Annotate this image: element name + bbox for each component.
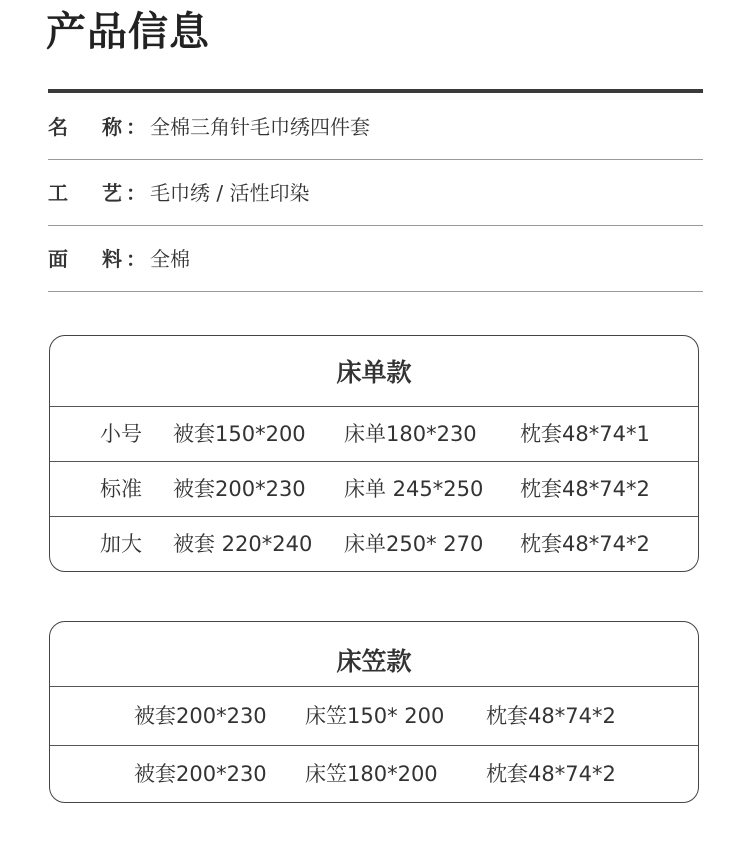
info-colon: ： (126, 181, 146, 205)
size-cell: 标准 (100, 477, 142, 501)
info-row-fabric (48, 226, 703, 292)
page-title: 产品信息 (46, 9, 210, 55)
table-row (50, 687, 698, 745)
info-value: 毛巾绣 / 活性印染 (150, 181, 310, 205)
info-colon: ： (126, 247, 146, 271)
sheet-cell: 床单250* 270 (344, 532, 484, 556)
duvet-cell: 被套 220*240 (173, 532, 313, 556)
info-row-name (48, 94, 703, 160)
info-key-char: 料 (102, 247, 122, 271)
info-value: 全棉 (150, 247, 190, 271)
pillow-cell: 枕套48*74*2 (520, 532, 650, 556)
pillow-cell: 枕套48*74*2 (520, 477, 650, 501)
table-row (50, 407, 698, 461)
sheet-cell: 床单180*230 (344, 422, 477, 446)
size-cell: 小号 (100, 422, 142, 446)
table-row (50, 516, 698, 571)
info-value: 全棉三角针毛巾绣四件套 (150, 115, 370, 139)
row-divider (48, 291, 703, 292)
duvet-cell: 被套200*230 (134, 704, 267, 728)
pillow-cell: 枕套48*74*2 (486, 762, 616, 786)
table-row (50, 745, 698, 802)
fitted-sheet-cell: 床笠150* 200 (305, 704, 445, 728)
fitted-style-table (49, 621, 699, 803)
info-key-char: 称 (102, 115, 122, 139)
sheet-style-table (49, 335, 699, 572)
table-title: 床单款 (50, 336, 698, 407)
info-key-char: 名 (48, 115, 68, 139)
title-divider (48, 89, 703, 93)
duvet-cell: 被套150*200 (173, 422, 306, 446)
table-title: 床笠款 (50, 622, 698, 687)
duvet-cell: 被套200*230 (134, 762, 267, 786)
info-key-char: 艺 (102, 181, 122, 205)
fitted-sheet-cell: 床笠180*200 (305, 762, 438, 786)
pillow-cell: 枕套48*74*1 (520, 422, 650, 446)
info-key-char: 工 (48, 181, 68, 205)
size-cell: 加大 (100, 532, 142, 556)
info-key-char: 面 (48, 247, 68, 271)
duvet-cell: 被套200*230 (173, 477, 306, 501)
info-colon: ： (126, 115, 146, 139)
info-row-craft (48, 160, 703, 226)
pillow-cell: 枕套48*74*2 (486, 704, 616, 728)
sheet-cell: 床单 245*250 (344, 477, 484, 501)
table-row (50, 461, 698, 516)
